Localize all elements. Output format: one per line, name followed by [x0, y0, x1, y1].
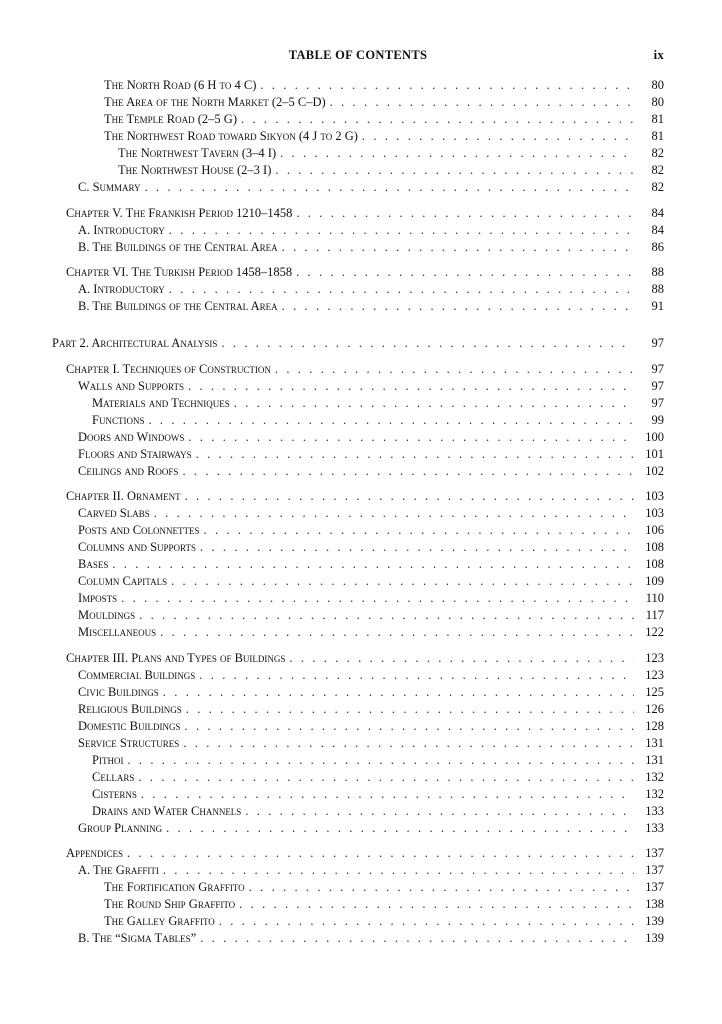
toc-entry: [52, 573, 664, 590]
toc-entry-page: 137: [645, 863, 664, 877]
toc-entry: [52, 718, 664, 735]
dot-leader: [221, 335, 634, 352]
toc-entry-label: Appendices: [66, 845, 127, 862]
toc-entry-page: 82: [651, 146, 664, 160]
toc-entry-label: Materials and Techniques: [92, 395, 234, 412]
toc-entry-label: Civic Buildings: [78, 684, 163, 701]
dot-leader: [166, 820, 634, 837]
page-title: TABLE OF CONTENTS: [288, 48, 428, 62]
toc-entry: [52, 896, 664, 913]
toc-entry: [52, 298, 664, 315]
toc-entry-label: The Fortification Graffito: [104, 879, 249, 896]
dot-leader: [163, 862, 634, 879]
toc-entry: [52, 222, 664, 239]
toc-entry-page: 97: [651, 361, 664, 376]
toc-entry-label: The Northwest Tavern (3–4 I): [118, 145, 280, 162]
dot-leader: [169, 222, 634, 239]
toc-entry: [52, 335, 664, 352]
toc-entry: [52, 879, 664, 896]
toc-entry: [52, 94, 664, 111]
toc-entry-page: 102: [645, 463, 664, 478]
toc-entry-page: 123: [645, 667, 664, 682]
toc-entry-label: Cisterns: [92, 786, 141, 803]
toc-entry: [52, 769, 664, 786]
toc-entry: [52, 505, 664, 522]
dot-leader: [112, 556, 634, 573]
toc-entry-page: 101: [645, 446, 664, 461]
dot-leader: [163, 684, 634, 701]
toc-entry-page: 137: [645, 880, 664, 894]
toc-entry-label: Commercial Buildings: [78, 667, 199, 684]
toc-entry: [52, 395, 664, 412]
dot-leader: [200, 539, 634, 556]
dot-leader: [141, 786, 634, 803]
toc-entry-page: 125: [645, 684, 664, 699]
toc-entry: [52, 786, 664, 803]
toc-entry-label: Columns and Supports: [78, 539, 200, 556]
dot-leader: [241, 111, 634, 128]
toc-entry-label: Bases: [78, 556, 112, 573]
toc-entry: [52, 77, 664, 94]
toc-entry: [52, 239, 664, 256]
toc-entry-page: 97: [651, 395, 664, 410]
table-of-contents: [52, 77, 664, 947]
toc-entry-page: 103: [645, 506, 664, 520]
section-spacer: [52, 256, 664, 265]
toc-entry-page: 88: [651, 282, 664, 296]
toc-entry-page: 128: [645, 718, 664, 733]
toc-entry: [52, 845, 664, 862]
toc-entry: [52, 607, 664, 624]
dot-leader: [183, 735, 634, 752]
dot-leader: [280, 145, 634, 162]
toc-entry-label: B. The Buildings of the Central Area: [78, 298, 282, 315]
section-spacer: [52, 352, 664, 361]
dot-leader: [245, 803, 634, 820]
dot-leader: [282, 239, 634, 256]
toc-entry-page: 80: [651, 78, 664, 92]
section-spacer: [52, 480, 664, 489]
toc-entry-page: 137: [645, 846, 664, 860]
toc-entry-page: 132: [645, 786, 664, 801]
toc-entry: [52, 539, 664, 556]
toc-entry-label: Imposts: [78, 590, 121, 607]
toc-entry: [52, 735, 664, 752]
toc-entry-page: 88: [651, 265, 664, 279]
page-number: ix: [653, 48, 664, 62]
toc-entry: [52, 264, 664, 281]
toc-entry-label: Walls and Supports: [78, 378, 188, 395]
dot-leader: [282, 298, 634, 315]
toc-entry-page: 122: [645, 625, 664, 639]
dot-leader: [185, 718, 635, 735]
toc-entry-page: 84: [651, 222, 664, 237]
dot-leader: [186, 701, 634, 718]
toc-entry: [52, 128, 664, 145]
toc-entry-page: 106: [645, 523, 664, 537]
toc-entry-label: The Round Ship Graffito: [104, 896, 239, 913]
toc-entry-page: 109: [645, 574, 664, 588]
toc-entry: [52, 803, 664, 820]
dot-leader: [148, 412, 634, 429]
section-spacer: [52, 196, 664, 205]
toc-entry-page: 132: [645, 769, 664, 784]
toc-entry-page: 117: [645, 608, 664, 622]
toc-entry: [52, 820, 664, 837]
dot-leader: [145, 179, 634, 196]
toc-entry-label: Ceilings and Roofs: [78, 463, 182, 480]
dot-leader: [275, 162, 634, 179]
toc-entry-label: Chapter VI. The Turkish Period 1458–1858: [66, 264, 296, 281]
toc-entry-label: Chapter V. The Frankish Period 1210–1458: [66, 205, 296, 222]
toc-entry-label: The Temple Road (2–5 G): [104, 111, 241, 128]
toc-entry-label: Posts and Colonnettes: [78, 522, 204, 539]
dot-leader: [239, 896, 634, 913]
toc-entry-page: 133: [645, 820, 664, 835]
toc-entry-label: Domestic Buildings: [78, 718, 185, 735]
toc-entry-label: A. The Graffiti: [78, 862, 163, 879]
toc-entry: [52, 361, 664, 378]
toc-entry-label: C. Summary: [78, 179, 145, 196]
toc-entry-page: 97: [651, 378, 664, 393]
toc-entry-label: The Northwest House (2–3 I): [118, 162, 275, 179]
toc-entry-label: The Northwest Road toward Sikyon (4 J to 2 G): [104, 128, 362, 145]
toc-entry: [52, 463, 664, 480]
dot-leader: [127, 752, 634, 769]
toc-entry-page: 138: [645, 897, 664, 911]
toc-entry-label: B. The “Sigma Tables”: [78, 930, 200, 947]
toc-entry: [52, 913, 664, 930]
dot-leader: [188, 378, 634, 395]
toc-entry-label: Chapter II. Ornament: [66, 488, 185, 505]
toc-entry-label: Chapter III. Plans and Types of Buildings: [66, 650, 289, 667]
toc-entry-label: Miscellaneous: [78, 624, 160, 641]
dot-leader: [362, 128, 634, 145]
dot-leader: [330, 94, 634, 111]
toc-entry-page: 131: [645, 735, 664, 750]
toc-entry-label: Drains and Water Channels: [92, 803, 245, 820]
dot-leader: [160, 624, 634, 641]
toc-entry-page: 82: [651, 163, 664, 177]
toc-entry: [52, 281, 664, 298]
toc-entry-page: 91: [651, 299, 664, 313]
dot-leader: [204, 522, 634, 539]
toc-entry-page: 82: [651, 180, 664, 194]
toc-entry-label: The Area of the North Market (2–5 C–D): [104, 94, 330, 111]
toc-entry-label: Doors and Windows: [78, 429, 188, 446]
toc-entry-label: Religious Buildings: [78, 701, 186, 718]
dot-leader: [219, 913, 634, 930]
dot-leader: [275, 361, 634, 378]
dot-leader: [188, 429, 634, 446]
section-spacer: [52, 641, 664, 650]
dot-leader: [296, 205, 634, 222]
toc-entry: [52, 446, 664, 463]
toc-entry-label: Pithoi: [92, 752, 127, 769]
dot-leader: [182, 463, 634, 480]
dot-leader: [171, 573, 634, 590]
toc-entry: [52, 752, 664, 769]
toc-entry-label: The North Road (6 H to 4 C): [104, 77, 260, 94]
toc-entry-label: A. Introductory: [78, 222, 169, 239]
toc-entry: [52, 590, 664, 607]
dot-leader: [127, 845, 634, 862]
toc-entry: [52, 930, 664, 947]
toc-entry-label: B. The Buildings of the Central Area: [78, 239, 282, 256]
dot-leader: [234, 395, 634, 412]
toc-entry-label: Column Capitals: [78, 573, 171, 590]
toc-entry-page: 123: [645, 650, 664, 665]
toc-entry-page: 110: [645, 591, 664, 605]
toc-entry-page: 139: [645, 931, 664, 945]
toc-entry: [52, 522, 664, 539]
toc-entry-label: Cellars: [92, 769, 138, 786]
running-header: [52, 48, 664, 66]
dot-leader: [154, 505, 634, 522]
toc-entry-label: Floors and Stairways: [78, 446, 196, 463]
section-spacer: [52, 837, 664, 846]
toc-entry: [52, 179, 664, 196]
toc-entry: [52, 556, 664, 573]
toc-entry-page: 81: [651, 112, 664, 126]
toc-entry-label: Mouldings: [78, 607, 139, 624]
toc-entry-page: 84: [651, 205, 664, 220]
toc-entry-label: Part 2. Architectural Analysis: [52, 335, 221, 352]
toc-entry-page: 108: [645, 557, 664, 571]
toc-entry-label: Chapter I. Techniques of Construction: [66, 361, 275, 378]
toc-entry-label: A. Introductory: [78, 281, 169, 298]
toc-entry: [52, 429, 664, 446]
toc-entry: [52, 667, 664, 684]
toc-entry: [52, 412, 664, 429]
dot-leader: [200, 930, 634, 947]
toc-entry-page: 108: [645, 540, 664, 554]
dot-leader: [121, 590, 634, 607]
toc-entry-label: Functions: [92, 412, 148, 429]
toc-entry-label: Carved Slabs: [78, 505, 154, 522]
toc-entry-page: 131: [645, 752, 664, 767]
toc-entry: [52, 205, 664, 222]
dot-leader: [289, 650, 634, 667]
toc-entry-label: Service Structures: [78, 735, 183, 752]
toc-entry: [52, 488, 664, 505]
toc-entry: [52, 378, 664, 395]
dot-leader: [249, 879, 634, 896]
dot-leader: [296, 264, 634, 281]
toc-entry: [52, 650, 664, 667]
toc-entry-page: 86: [651, 239, 664, 254]
dot-leader: [196, 446, 634, 463]
toc-entry-page: 99: [651, 412, 664, 427]
section-spacer: [52, 315, 664, 335]
toc-entry: [52, 862, 664, 879]
dot-leader: [199, 667, 634, 684]
toc-entry: [52, 162, 664, 179]
toc-entry-label: Group Planning: [78, 820, 166, 837]
toc-entry-page: 80: [651, 95, 664, 109]
toc-entry: [52, 111, 664, 128]
dot-leader: [138, 769, 634, 786]
toc-entry: [52, 684, 664, 701]
toc-entry: [52, 145, 664, 162]
dot-leader: [169, 281, 634, 298]
toc-entry: [52, 624, 664, 641]
dot-leader: [260, 77, 634, 94]
dot-leader: [185, 488, 634, 505]
toc-entry-page: 100: [645, 429, 664, 444]
toc-entry: [52, 701, 664, 718]
toc-entry-page: 81: [651, 129, 664, 143]
toc-entry-page: 126: [645, 701, 664, 716]
toc-entry-label: The Galley Graffito: [104, 913, 219, 930]
toc-entry-page: 103: [645, 489, 664, 503]
toc-entry-page: 97: [651, 336, 664, 350]
toc-entry-page: 139: [645, 914, 664, 928]
toc-entry-page: 133: [645, 803, 664, 818]
dot-leader: [139, 607, 634, 624]
